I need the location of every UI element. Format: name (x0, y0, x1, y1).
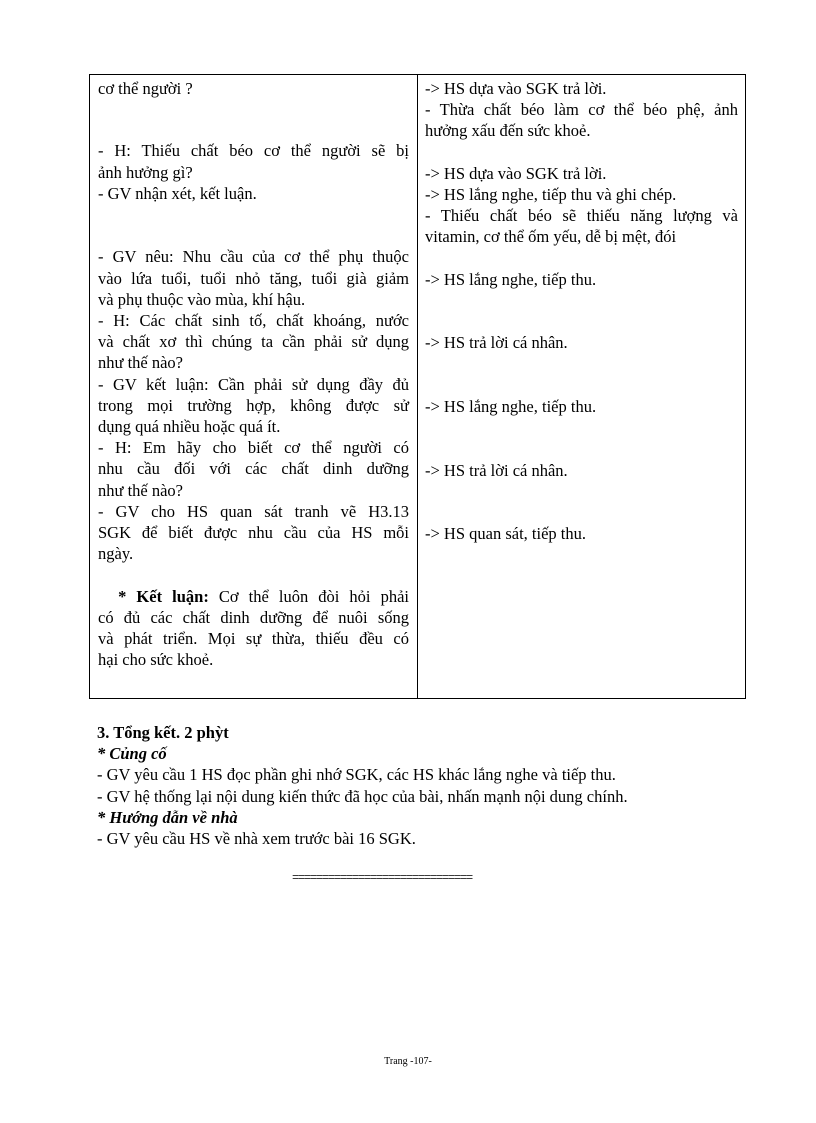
table-line: - Thừa chất béo làm cơ thể béo phệ, ảnh (425, 100, 738, 120)
table-line: -> HS lắng nghe, tiếp thu. (425, 269, 597, 289)
table-line: trong mọi trường hợp, không được sử (98, 395, 409, 415)
summary-section (97, 722, 737, 849)
table-line: ảnh hưởng gì? (98, 162, 193, 182)
table-line: và chất xơ thì chúng ta cần phải sử dụng (98, 332, 409, 352)
consolidate-label: * Củng cố (97, 744, 167, 764)
table-line: - GV kết luận: Cần phải sử dụng đầy đủ (98, 374, 409, 394)
table-line: - GV nhận xét, kết luận. (98, 183, 257, 203)
table-line: hại cho sức khoẻ. (98, 650, 214, 670)
conclusion-label: * Kết luận: (118, 586, 209, 606)
student-activities-column (418, 75, 745, 698)
separator-line: ============================== (292, 872, 473, 884)
conclusion-line (98, 586, 409, 607)
table-line: như thế nào? (98, 480, 183, 500)
teacher-activities-column (90, 75, 418, 698)
section-heading: 3. Tổng kết. 2 phỳt (97, 723, 229, 742)
page-number: Trang -107- (384, 1056, 432, 1067)
table-line: -> HS dựa vào SGK trả lời. (425, 163, 607, 183)
homework-label: * Hướng dẫn về nhà (97, 807, 238, 827)
table-line: như thế nào? (98, 353, 183, 373)
table-line: ngày. (98, 544, 134, 564)
table-line: -> HS quan sát, tiếp thu. (425, 524, 586, 544)
table-line: vitamin, cơ thể ốm yếu, dễ bị mệt, đói (425, 227, 677, 247)
table-line: - GV cho HS quan sát tranh vẽ H3.13 (98, 501, 409, 521)
table-line: SGK để biết được nhu cầu của HS mỗi (98, 523, 409, 543)
summary-line: - GV yêu cầu 1 HS đọc phần ghi nhớ SGK, các HS khác lắng nghe và tiếp thu. (97, 765, 616, 785)
table-line: - GV nêu: Nhu cầu của cơ thể phụ thuộc (98, 247, 409, 267)
table-line: -> HS dựa vào SGK trả lời. (425, 79, 607, 98)
summary-line: - GV yêu cầu HS về nhà xem trước bài 16 SGK. (97, 829, 416, 849)
summary-line: - GV hệ thống lại nội dung kiến thức đã học của bài, nhấn mạnh nội dung chính. (97, 786, 628, 806)
table-line: vào lứa tuổi, tuổi nhỏ tăng, tuổi già giảm (98, 268, 409, 288)
lesson-table (89, 74, 746, 699)
table-line: - H: Em hãy cho biết cơ thể người có (98, 438, 409, 458)
table-line: - H: Các chất sinh tố, chất khoáng, nước (98, 310, 409, 330)
table-line: -> HS trả lời cá nhân. (425, 333, 568, 353)
table-line: nhu cầu đối với các chất dinh dưỡng (98, 459, 409, 479)
table-line: và phát triển. Mọi sự thừa, thiếu đều có (98, 629, 409, 649)
table-line: dụng quá nhiều hoặc quá ít. (98, 417, 281, 436)
table-line: và phụ thuộc vào mùa, khí hậu. (98, 289, 306, 309)
conclusion-text: Cơ thể luôn đòi hỏi phải (208, 586, 409, 606)
table-line: cơ thể người ? (98, 79, 193, 98)
table-line: - Thiếu chất béo sẽ thiếu năng lượng và (425, 206, 738, 226)
table-line: -> HS trả lời cá nhân. (425, 460, 568, 480)
table-line: hưởng xấu đến sức khoẻ. (425, 121, 591, 141)
table-line: -> HS lắng nghe, tiếp thu. (425, 396, 597, 416)
table-line: có đủ các chất dinh dưỡng để nuôi sống (98, 607, 409, 627)
table-line: -> HS lắng nghe, tiếp thu và ghi chép. (425, 185, 677, 204)
table-line: - H: Thiếu chất béo cơ thể người sẽ bị (98, 141, 409, 161)
